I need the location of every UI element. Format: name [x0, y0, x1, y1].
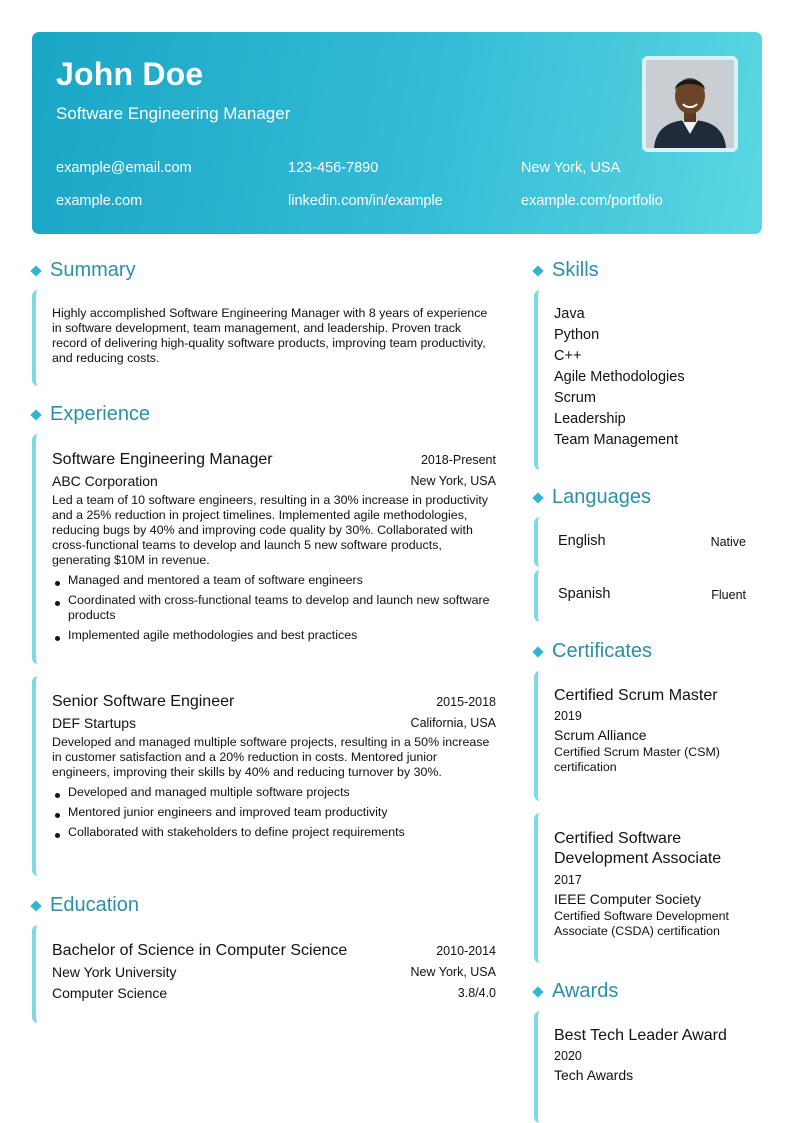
skill-item: C++	[554, 348, 582, 364]
skill-item: Team Management	[554, 432, 679, 448]
award-issuer: Tech Awards	[554, 1067, 634, 1083]
diamond-icon	[532, 492, 543, 503]
job-title: Software Engineering Manager	[52, 451, 273, 468]
awards-heading-label: Awards	[552, 980, 619, 1002]
skill-item: Python	[554, 327, 600, 343]
languages-heading-label: Languages	[552, 486, 651, 508]
certificate-issuer: Scrum Alliance	[554, 727, 647, 743]
job-title: Senior Software Engineer	[52, 693, 235, 710]
portfolio-link[interactable]: example.com/portfolio	[521, 193, 663, 209]
phone-text: 123-456-7890	[288, 160, 379, 176]
company-name: ABC Corporation	[52, 473, 158, 489]
language-level: Native	[710, 535, 746, 549]
job-location: New York, USA	[410, 474, 496, 488]
candidate-name: John Doe	[56, 56, 204, 92]
diamond-icon	[532, 265, 543, 276]
language-name: Spanish	[558, 586, 611, 602]
certificate-year: 2019	[554, 709, 582, 723]
education-dates: 2010-2014	[436, 944, 496, 958]
candidate-role: Software Engineering Manager	[56, 104, 291, 123]
skills-heading-label: Skills	[552, 259, 599, 281]
certificate-name: Certified Software Development Associate	[554, 830, 722, 867]
award-card-1	[534, 1011, 762, 1123]
profile-photo	[642, 56, 738, 152]
certificate-card-2	[534, 813, 762, 963]
certificates-heading	[532, 640, 652, 663]
list-item: Implemented agile methodologies and best practices	[52, 628, 496, 643]
award-name: Best Tech Leader Award	[554, 1027, 727, 1044]
list-item: Managed and mentored a team of software engineers	[52, 573, 496, 588]
language-card-english	[534, 517, 746, 567]
summary-card	[32, 290, 496, 386]
summary-heading-label: Summary	[50, 259, 136, 281]
list-item: Mentored junior engineers and improved team productivity	[52, 805, 496, 820]
experience-card-2	[32, 676, 496, 876]
education-card	[32, 925, 496, 1023]
skills-card	[534, 290, 762, 470]
experience-heading-label: Experience	[50, 403, 151, 425]
certificates-heading-label: Certificates	[552, 640, 653, 662]
certificate-description: Certified Scrum Master (CSM) certification	[554, 745, 720, 774]
awards-heading	[532, 980, 618, 1003]
resume-header	[32, 32, 762, 234]
summary-heading	[30, 259, 136, 282]
diamond-icon	[30, 409, 41, 420]
certificate-description: Certified Software Development Associate (CSDA) certification	[554, 909, 729, 938]
job-location: California, USA	[410, 716, 496, 730]
award-year: 2020	[554, 1049, 582, 1063]
education-heading-label: Education	[50, 894, 139, 916]
certificate-card-1	[534, 671, 762, 801]
website-link[interactable]: example.com	[56, 193, 143, 209]
diamond-icon	[30, 900, 41, 911]
skill-item: Scrum	[554, 390, 596, 406]
company-name: DEF Startups	[52, 715, 137, 731]
diamond-icon	[532, 986, 543, 997]
skills-heading	[532, 259, 599, 282]
diamond-icon	[532, 646, 543, 657]
summary-text: Highly accomplished Software Engineering Manager with 8 years of experience in software development, team management, and leadership. Proven track record of delivering high-quality software products, improving team productivity, and reducing costs.	[52, 306, 488, 365]
list-item: Developed and managed multiple software projects	[52, 785, 496, 800]
job-dates: 2018-Present	[420, 453, 496, 467]
avatar-icon	[646, 60, 734, 148]
experience-card-1	[32, 434, 496, 664]
skill-item: Agile Methodologies	[554, 369, 685, 385]
school-name: New York University	[52, 964, 177, 980]
field-of-study: Computer Science	[52, 985, 168, 1001]
list-item: Collaborated with stakeholders to define project requirements	[52, 825, 496, 840]
experience-heading	[30, 403, 150, 426]
school-location: New York, USA	[410, 965, 496, 979]
languages-heading	[532, 486, 651, 509]
job-description: Developed and managed multiple software projects, resulting in a 50% increase in customer satisfaction and a 20% reduction in costs. Mentored junior engineers, improving their skills by 40% and reducing turnover by 30%.	[52, 735, 490, 779]
language-name: English	[558, 533, 606, 549]
language-level: Fluent	[711, 588, 746, 602]
certificate-name: Certified Scrum Master	[554, 687, 718, 704]
diamond-icon	[30, 265, 41, 276]
skill-item: Java	[554, 306, 585, 322]
linkedin-link[interactable]: linkedin.com/in/example	[288, 193, 443, 209]
certificate-year: 2017	[554, 873, 582, 887]
job-dates: 2015-2018	[436, 695, 496, 709]
skill-item: Leadership	[554, 411, 626, 427]
list-item: Coordinated with cross-functional teams to develop and launch new software products	[52, 593, 496, 623]
language-card-spanish	[534, 570, 746, 622]
location-text: New York, USA	[521, 160, 621, 176]
job-description: Led a team of 10 software engineers, resulting in a 30% increase in productivity and a 25% reduction in project timelines. Implemented agile methodologies, reducing bugs by 40% and improving code quality by 30%. Collaborated with cross-functional teams to develop and launch 5 new software products, generating $10M in revenue.	[52, 493, 488, 567]
job-bullets	[52, 785, 496, 840]
degree-title: Bachelor of Science in Computer Science	[52, 942, 348, 959]
job-bullets	[52, 573, 496, 643]
gpa-value: 3.8/4.0	[457, 986, 496, 1000]
certificate-issuer: IEEE Computer Society	[554, 891, 702, 907]
email-text[interactable]: example@email.com	[56, 160, 192, 176]
education-heading	[30, 894, 139, 917]
